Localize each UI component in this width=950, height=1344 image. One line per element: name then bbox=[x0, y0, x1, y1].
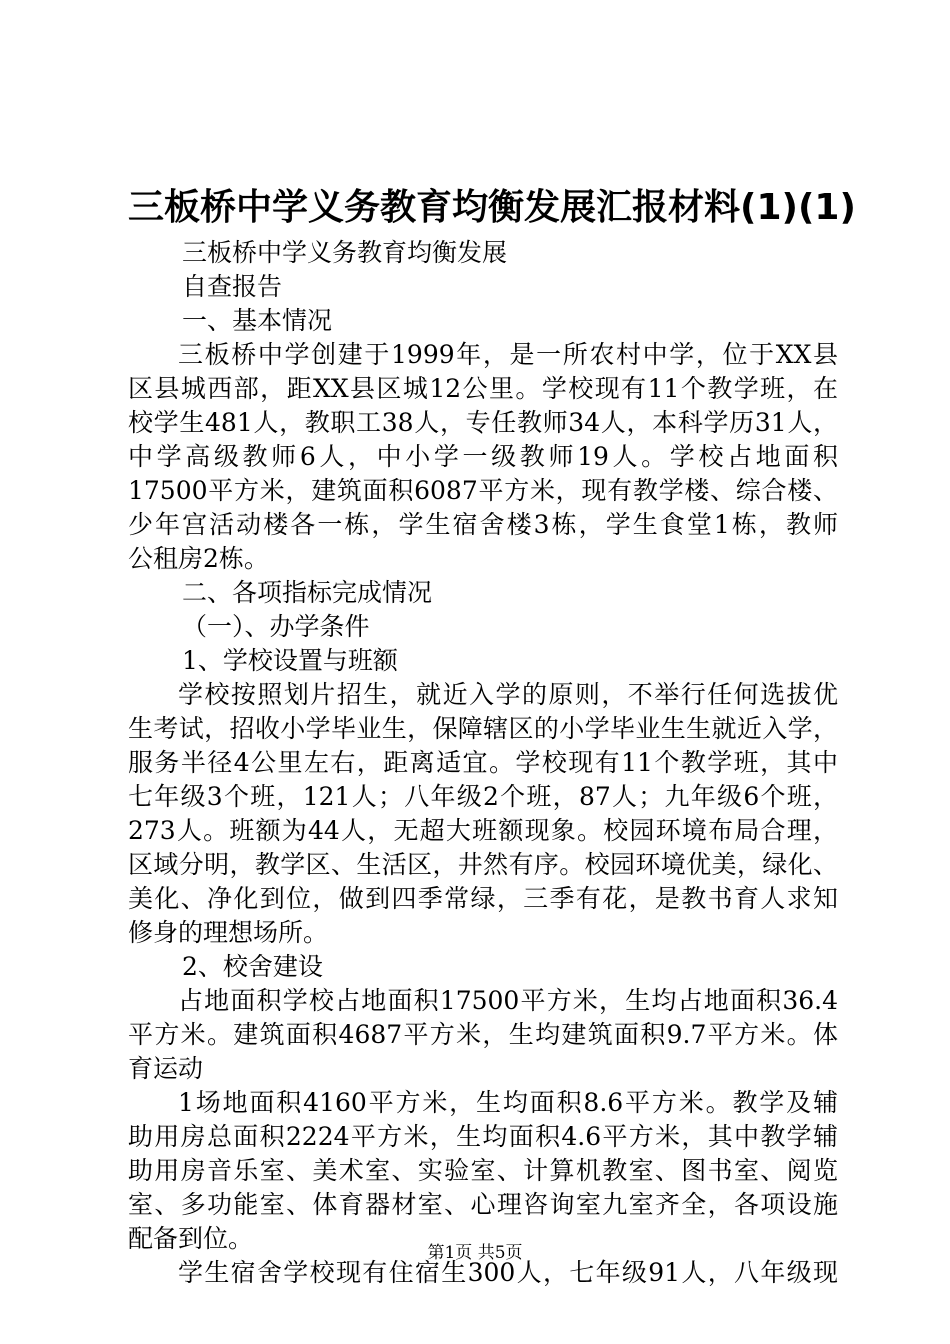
body-line: 服务半径4公里左右，距离适宜。学校现有11个教学班，其中 bbox=[128, 748, 838, 777]
body-line: 少年宫活动楼各一栋，学生宿舍楼3栋，学生食堂1栋，教师 bbox=[128, 510, 838, 539]
document-title: 三板桥中学义务教育均衡发展汇报材料(1)(1) bbox=[128, 187, 856, 228]
body-line: 室、多功能室、体育器材室、心理咨询室九室齐全，各项设施 bbox=[128, 1190, 838, 1219]
body-line: 一、基本情况 bbox=[182, 306, 333, 335]
body-line: 三板桥中学义务教育均衡发展 bbox=[182, 238, 508, 267]
body-line: 校学生481人，教职工38人，专任教师34人，本科学历31人， bbox=[128, 408, 838, 437]
body-line: 273人。班额为44人，无超大班额现象。校园环境布局合理， bbox=[128, 816, 838, 845]
body-line: 2、校舍建设 bbox=[182, 952, 323, 981]
document-body bbox=[128, 236, 838, 1290]
body-line: 区县城西部，距XX县区城12公里。学校现有11个教学班，在 bbox=[128, 374, 838, 403]
body-line: 生考试，招收小学毕业生，保障辖区的小学毕业生生就近入学， bbox=[128, 714, 838, 743]
page-footer: 第1页 共5页 bbox=[427, 1243, 523, 1263]
body-line: 七年级3个班，121人；八年级2个班，87人；九年级6个班， bbox=[128, 782, 838, 811]
body-line: 美化、净化到位，做到四季常绿，三季有花，是教书育人求知 bbox=[128, 884, 838, 913]
body-line: 二、各项指标完成情况 bbox=[182, 578, 433, 607]
body-line: 公租房2栋。 bbox=[128, 544, 269, 573]
body-line: 三板桥中学创建于1999年，是一所农村中学，位于XX县 bbox=[178, 340, 838, 369]
body-line: 中学高级教师6人，中小学一级教师19人。学校占地面积 bbox=[128, 442, 838, 471]
body-line: 自查报告 bbox=[182, 272, 283, 301]
body-line: 助用房总面积2224平方米，生均面积4.6平方米，其中教学辅 bbox=[128, 1122, 838, 1151]
body-line: 育运动 bbox=[128, 1054, 204, 1083]
body-line: 修身的理想场所。 bbox=[128, 918, 329, 947]
body-line: 学生宿舍学校现有住宿生300人，七年级91人，八年级现 bbox=[178, 1258, 838, 1287]
body-line: 1、学校设置与班额 bbox=[182, 646, 398, 675]
body-line: 占地面积学校占地面积17500平方米，生均占地面积36.4 bbox=[178, 986, 838, 1015]
body-line: 助用房音乐室、美术室、实验室、计算机教室、图书室、阅览 bbox=[128, 1156, 838, 1185]
body-line: 区域分明，教学区、生活区，井然有序。校园环境优美，绿化、 bbox=[128, 850, 838, 879]
body-line: （一）、办学条件 bbox=[182, 612, 370, 641]
body-line: 1场地面积4160平方米，生均面积8.6平方米。教学及辅 bbox=[178, 1088, 838, 1117]
body-line: 17500平方米，建筑面积6087平方米，现有教学楼、综合楼、 bbox=[128, 476, 838, 505]
body-line: 学校按照划片招生，就近入学的原则，不举行任何选拔优 bbox=[178, 680, 838, 709]
body-line: 平方米。建筑面积4687平方米，生均建筑面积9.7平方米。体 bbox=[128, 1020, 838, 1049]
body-line: 配备到位。 bbox=[128, 1224, 254, 1253]
